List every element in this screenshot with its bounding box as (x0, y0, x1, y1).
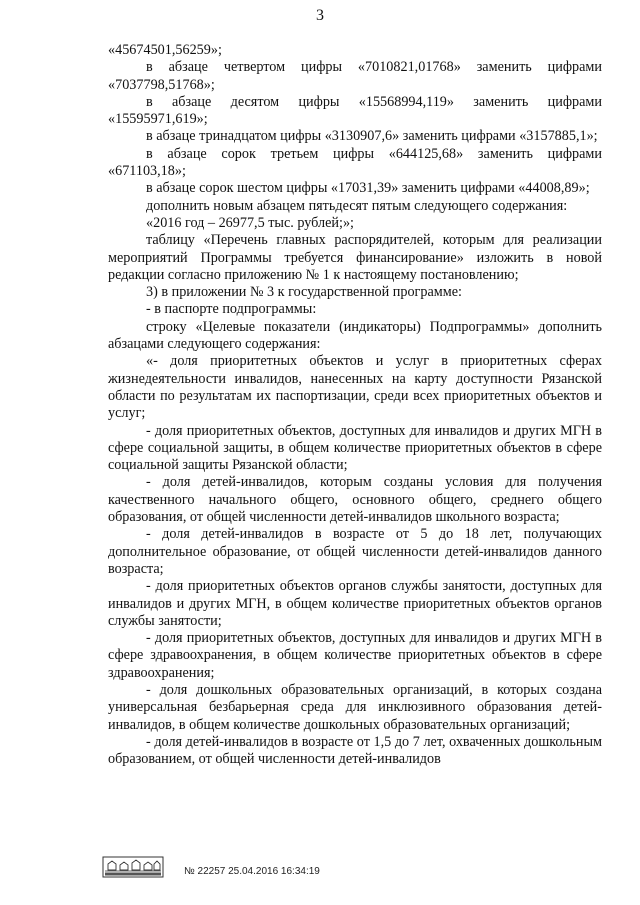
paragraph-10: 3) в приложении № 3 к государственной программе: (146, 284, 462, 301)
paragraph-8: «2016 год – 26977,5 тыс. рублей;»; (146, 214, 354, 231)
paragraph-5: в абзаце сорок третьем цифры «644125,68» заменить цифрами «671103,18»; (108, 145, 602, 180)
paragraph-1: «45674501,56259»; (108, 42, 222, 58)
paragraph-9: таблицу «Перечень главных распорядителей, которым для реализации мероприятий Программы требуется финансирование» изложить в новой редакции согласно приложению № 1 к настоящему постановлению; (108, 232, 602, 283)
paragraph-7: дополнить новым абзацем пятьдесят пятым следующего содержания: (146, 197, 568, 214)
paragraph-12: строку «Целевые показатели (индикаторы) Подпрограммы» дополнить абзацами следующего содержания: (108, 318, 602, 353)
electronic-system-seal-icon (102, 856, 164, 878)
paragraph-4: в абзаце тринадцатом цифры «3130907,6» заменить цифрами «3157885,1»; (146, 128, 598, 145)
paragraph-20: - доля детей-инвалидов в возрасте от 1,5 до 7 лет, охваченных дошкольным образованием, от общей численности детей-инвалидов (108, 733, 602, 768)
paragraph-18: - доля приоритетных объектов, доступных для инвалидов и других МГН в сфере здравоохранения, в общем количестве приоритетных объектов в сфере здравоохранения; (108, 630, 602, 681)
document-footer (102, 856, 542, 886)
page-number: 3 (316, 7, 324, 24)
paragraph-19: - доля дошкольных образовательных организаций, в которых создана универсальная безбарьерная среда для инклюзивного образования детей-инвалидов, в общем количестве дошкольных образовательных организаций; (108, 681, 602, 733)
paragraph-16: - доля детей-инвалидов в возрасте от 5 до 18 лет, получающих дополнительное образование, от общей численности детей-инвалидов данного возраста; (108, 526, 602, 577)
paragraph-6: в абзаце сорок шестом цифры «17031,39» заменить цифрами «44008,89»; (146, 180, 590, 197)
document-body (108, 42, 602, 768)
paragraph-11: - в паспорте подпрограммы: (146, 301, 317, 318)
document-registration-stamp: № 22257 25.04.2016 16:34:19 (184, 866, 320, 877)
paragraph-14: - доля приоритетных объектов, доступных для инвалидов и других МГН в сфере социальной защиты, в общем количестве приоритетных объектов в сфере социальной защиты Рязанской области; (108, 422, 602, 474)
paragraph-15: - доля детей-инвалидов, которым созданы условия для получения качественного начального общего, основного общего, среднего общего образования, от общей численности детей-инвалидов школьного возраста; (108, 474, 602, 526)
paragraph-17: - доля приоритетных объектов органов службы занятости, доступных для инвалидов и других МГН, в общем количестве приоритетных объектов органов службы занятости; (108, 578, 602, 629)
paragraph-2: в абзаце четвертом цифры «7010821,01768» заменить цифрами «7037798,51768»; (108, 59, 602, 93)
paragraph-3: в абзаце десятом цифры «15568994,119» заменить цифрами «15595971,619»; (108, 93, 602, 128)
paragraph-13: «- доля приоритетных объектов и услуг в приоритетных сферах жизнедеятельности инвалидов, нанесенных на карту доступности Рязанской области по результатам их паспортизации, среди всех приоритетных объектов и услуг; (108, 353, 602, 422)
